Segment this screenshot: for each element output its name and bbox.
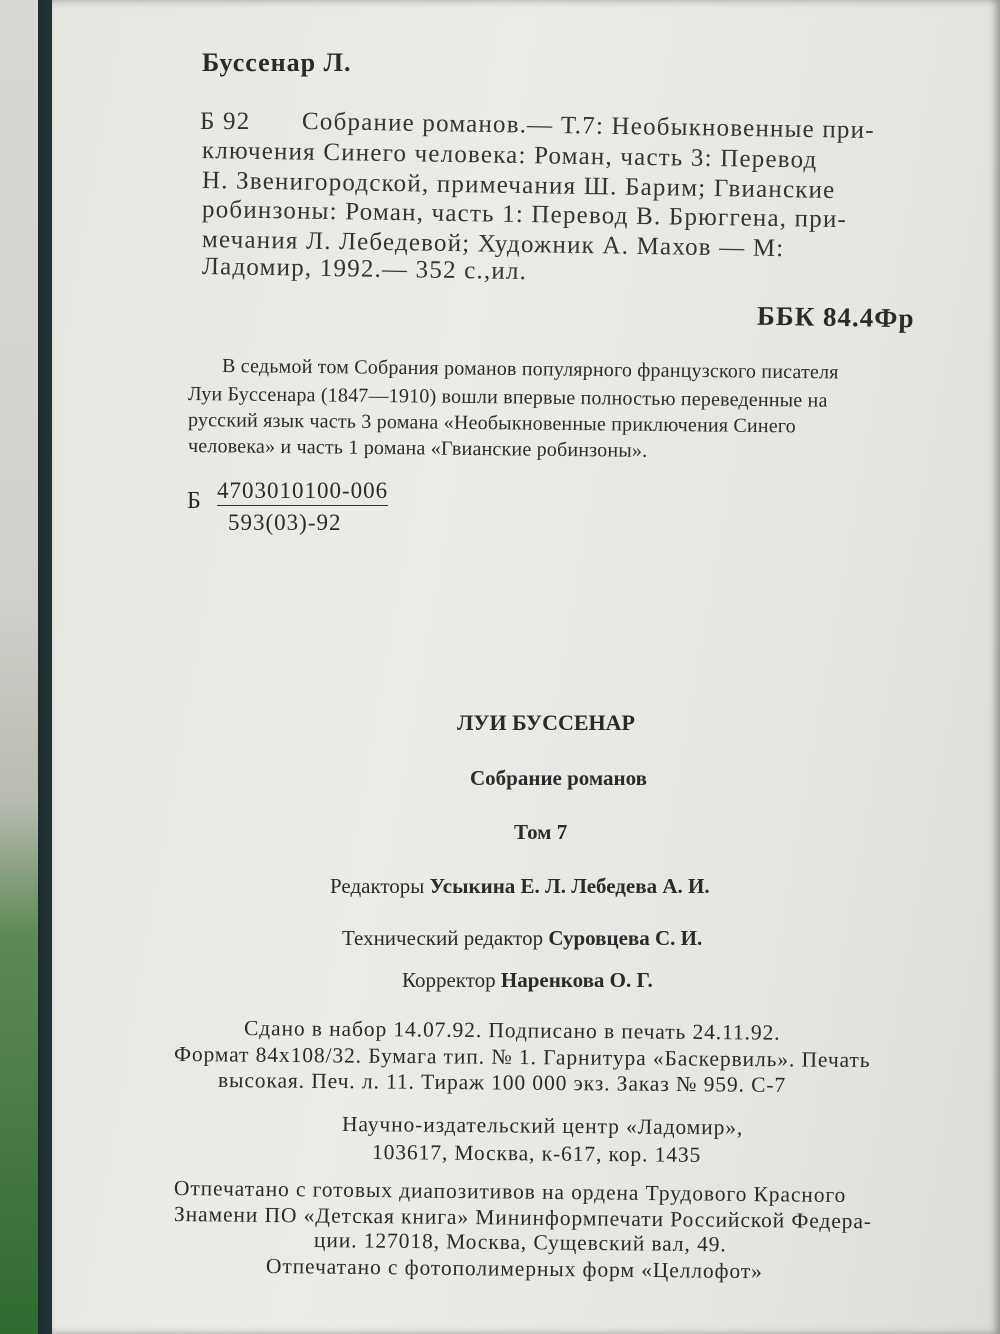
editors-line xyxy=(330,874,710,899)
index-denominator: 593(03)-92 xyxy=(228,510,342,535)
printer-line: Отпечатано с фотополимерных форм «Целлофот» xyxy=(265,1254,763,1284)
bib-line: мечания Л. Лебедевой; Художник А. Махов — М: xyxy=(201,226,785,263)
tech-editor-label: Технический редактор xyxy=(342,926,544,950)
publisher-line: Научно-издательский центр «Ладомир», xyxy=(341,1112,744,1140)
print-info-line: Формат 84х108/32. Бумага тип. № 1. Гарнитура «Баскервиль». Печать xyxy=(173,1042,871,1073)
colophon-volume: Том 7 xyxy=(514,820,568,844)
bib-line: Н. Звенигородской, примечания Ш. Барим; Гвианские xyxy=(201,167,836,204)
annotation-line: В седьмой том Собрания романов популярного французского писателя xyxy=(221,355,839,384)
colophon-author: ЛУИ БУССЕНАР xyxy=(457,710,635,735)
bib-code: Б 92 xyxy=(200,108,251,135)
author-heading: Буссенар Л. xyxy=(202,48,352,77)
corrector-name: Наренкова О. Г. xyxy=(500,968,653,992)
tech-editor-name: Суровцева С. И. xyxy=(548,926,703,950)
corrector-line xyxy=(402,968,653,993)
print-info-line: Сдано в набор 14.07.92. Подписано в печать 24.11.92. xyxy=(243,1016,781,1045)
index-numerator: 4703010100-006 xyxy=(217,478,388,506)
bbk-code: ББК 84.4Фр xyxy=(756,300,915,334)
annotation-line: человека» и часть 1 романа «Гвианские робинзоны». xyxy=(187,435,648,462)
printer-line: Отпечатано с готовых диапозитивов на ордена Трудового Красного xyxy=(173,1176,847,1208)
tech-editor-line xyxy=(342,926,702,951)
bib-line: ключения Синего человека: Роман, часть 3: Перевод xyxy=(201,137,818,174)
publisher-line: 103617, Москва, к-617, кор. 1435 xyxy=(371,1140,702,1167)
bib-line: Собрание романов.— Т.7: Необыкновенные при- xyxy=(301,108,875,144)
printer-line: Знамени ПО «Детская книга» Мининформпечати Российской Федера- xyxy=(173,1202,873,1234)
print-info-line: высокая. Печ. л. 11. Тираж 100 000 экз. Заказ № 959. С-7 xyxy=(217,1068,787,1097)
annotation-line: Луи Буссенара (1847—1910) вошли впервые полностью переведенные на xyxy=(187,383,828,412)
book-page xyxy=(52,0,1000,1334)
printer-line: ции. 127018, Москва, Сущевский вал, 49. xyxy=(313,1228,727,1257)
bib-line: Ладомир, 1992.— 352 с.,ил. xyxy=(201,253,528,286)
index-letter: Б xyxy=(187,488,201,514)
bib-line: робинзоны: Роман, часть 1: Перевод В. Брюггена, при- xyxy=(201,196,848,234)
annotation-line: русский язык часть 3 романа «Необыкновенные приключения Синего xyxy=(187,409,797,438)
editors-names: Усыкина Е. Л. Лебедева А. И. xyxy=(429,874,710,898)
colophon-title: Собрание романов xyxy=(470,766,647,790)
editors-label: Редакторы xyxy=(330,874,425,898)
corrector-label: Корректор xyxy=(402,968,496,992)
